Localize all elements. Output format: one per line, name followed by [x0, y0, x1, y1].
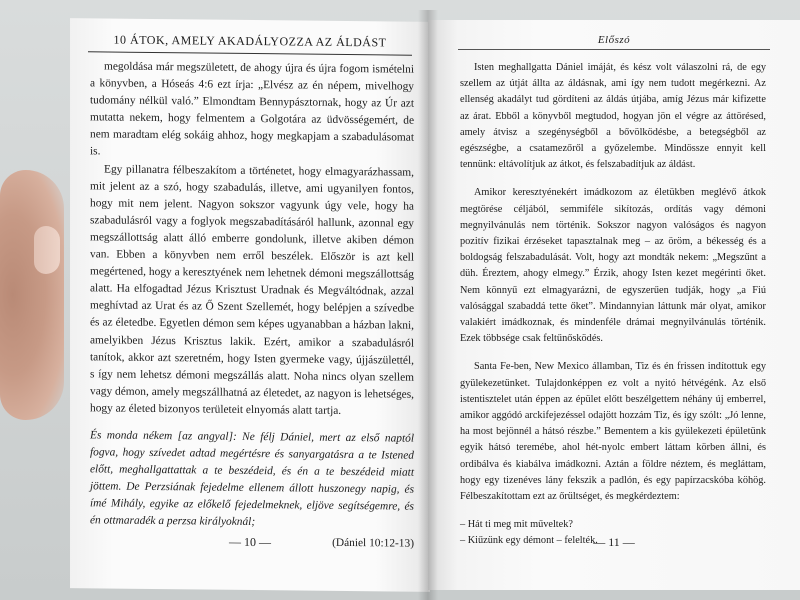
- running-head-right: Előszó: [458, 20, 770, 50]
- bible-quote: És monda nékem [az angyal]: Ne félj Dániel, mert az első naptól fogva, hogy szívedet adtad megértésre és sanyargatásra a te Istened előtt, meghallgattattak a te beszédeid, és én a te beszédeid miatt jöttem. De Perzsiának fejedelme ellenem állott huszonegy napig, és ímé Mihály, egyike az előkelő fejedelmeknek, eljöve segítségemre, és én ottmaradék a perzsa királyoknál;: [90, 429, 414, 529]
- page-number-left: — 10 —: [229, 534, 271, 550]
- right-paragraph-1: Isten meghallgatta Dániel imáját, és kész volt válaszolni rá, de egy szellem az útját állta az áldásnak, ami így nem tudott megérkezni. Az ellenség akadályt tud gördíteni az áldás útjába, amíg Jézus már kifizette az árat. Ebből a könyvből megtudod, hogyan jön el végre az áttörésed, amely átvisz a szegénységből a bővölködésbe, a betegségből az egészségbe, a csatamezőről a győzelembe. Mindössze ennyit kell tennünk: eltávolítjuk az átkot, és felszabadítjuk az áldást.: [460, 62, 766, 171]
- dialogue-line-1: – Hát ti meg mit műveltek?: [460, 519, 573, 531]
- right-page-text: [460, 60, 766, 550]
- left-paragraph-1: megoldása már megszületett, de ahogy újra és újra fogom ismételni a könyvben, a Hóseás 4:6 ezt írja: „Elvész az én népem, mivelhogy tudomány nélkül való.” Elmondtam Bennypásztornak, hogy az Úr azt mutatta nekem, hogy felmentem a Golgotára az üdvösségemért, de nem maradtam elég sokáig ahhoz, hogy megkapjam a szabadulásomat is.: [90, 60, 414, 158]
- left-page: [70, 18, 430, 592]
- book-gutter: [418, 10, 438, 600]
- running-head-left: 10 ÁTOK, AMELY AKADÁLYOZZA AZ ÁLDÁST: [88, 18, 412, 55]
- bible-citation: (Dániel 10:12-13): [332, 536, 414, 550]
- holding-thumb: [0, 170, 64, 420]
- right-paragraph-2: Amikor keresztyénekért imádkozom az életükben meglévő átkok megtörése céljából, semmiféle sikítozás, ordítás vagy démoni megnyilvánulás nem történik. Sokszor nagyon valóságos és nagyon pozitív fizikai érzéseket tapasztalnak meg – az öröm, a békesség és a boldogság felszabadulását. Volt, hogy azt mondták nekem: „Megszűnt a düh. Éreztem, ahogy elmegy.” Érzik, ahogy Isten kezet megérinti őket. Nem könnyű ezt elmagyarázni, de egyszerűen tudják, hogy „a Fiú valósággal szabaddá tette őket”. Mindannyian láttunk már olyat, amikor valakiért imádkoznak, és mindenféle drámai megnyilvánulás történik. Ezek többsége csak feltűnősködés.: [460, 187, 766, 345]
- left-page-text: [90, 58, 414, 552]
- dialogue-line-2: – Kiűzünk egy démont – felelték.: [460, 535, 598, 547]
- right-paragraph-3: Santa Fe-ben, New Mexico államban, Tiz és én frissen indítottuk egy gyülekezetünket. Tulajdonképpen ez volt a nyitó hétvégénk. Az első istentisztelet után éppen az épület előtt beszélgettem néhány új emberrel, amikor aggódó arckifejezéssel odajött hozzám Tiz, és így szólt: „Jó lenne, ha most bejönnél a hátsó részbe.” Bementem a kis gyülekezeti épületünk egyik hátsó teremébe, ahol hét-nyolc embert láttam körben állni, és ordibálva és kiabálva imádkozni. Aztán a földre néztem, és megláttam, hogy egy tizenéves lány fekszik a padlón, és egy papírzacskóba köhög. Félbeszakítottam ezt az őrültséget, és megkérdeztem:: [460, 361, 766, 503]
- thumbnail-nail: [34, 226, 60, 274]
- right-page: [428, 20, 800, 590]
- page-number-right: — 11 —: [593, 535, 635, 549]
- left-paragraph-2: Egy pillanatra félbeszakítom a történetet, hogy elmagyarázhassam, mit jelent az a szó, hogy szabadulás, illetve, ami ugyanilyen fontos, hogy mit nem jelent. Nagyon sokszor vagyunk úgy vele, hogy ha szabadulásról vagy a foglyok megszabadításáról hallunk, azonnal egy megszállottság alatt álló emberre gondolunk, illetve akiben démon van. Ebben a könyvben nem erről beszélek. Először is azt kell megértened, hogy a keresztyének nem lehetnek démoni megszállottság alatt. Ha elfogadtad Jézus Krisztust Uradnak és Megváltódnak, azzal meghívtad az Urat és az Ő Szent Szellemét, hogy belépjen a szívedbe és az életedbe. Egyetlen démon sem képes ugyanabban a házban lakni, amelyikben Jézus Krisztus lakik. Ezért, amikor a szabadulásról tanítok, akkor azt szeretném, hogy Isten gyermeke vagy, újjászülettél, s így nem lehetsz démoni megszállás alatt. Noha nincs olyan szellem vagy démon, amely megszállhatná az életedet, az nagyon is lehetséges, hogy az életed bizonyos területeit elnyomás alatt tartja.: [90, 163, 414, 417]
- open-book: [40, 0, 800, 600]
